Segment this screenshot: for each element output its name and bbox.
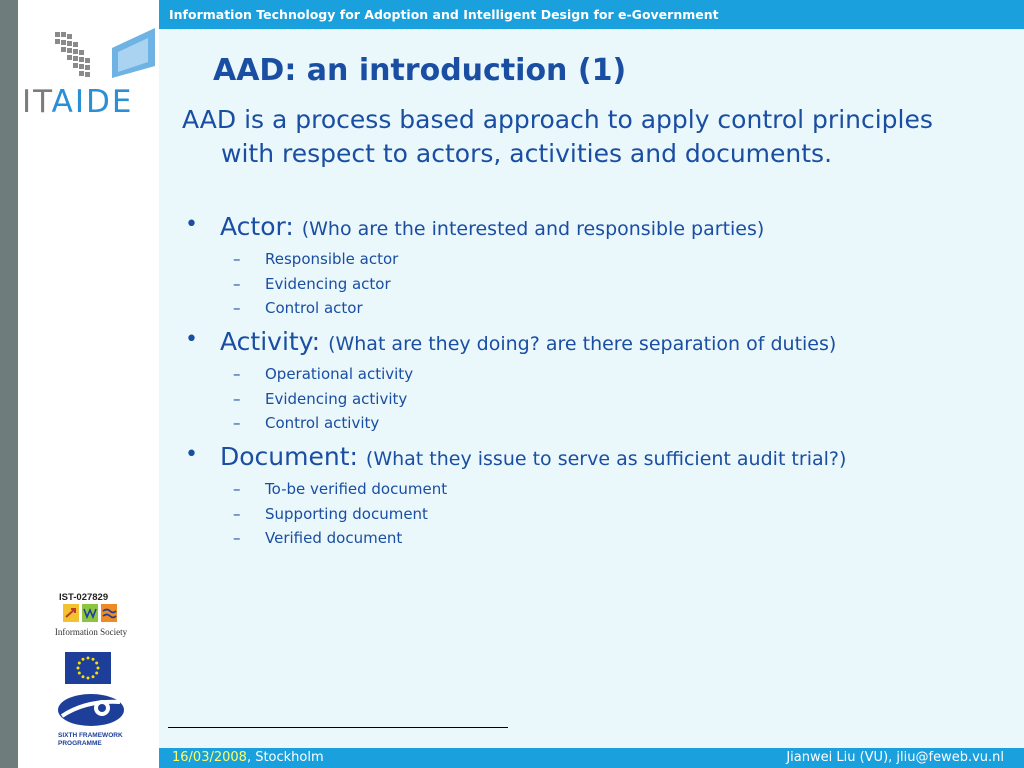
slide-title: AAD: an introduction (1) bbox=[213, 53, 627, 88]
ist-label: Information Society bbox=[54, 627, 128, 637]
bullet-dot: • bbox=[185, 212, 198, 237]
footnote-divider bbox=[168, 727, 508, 728]
logo-it: IT bbox=[22, 84, 52, 120]
fp6-line1: SIXTH FRAMEWORK bbox=[58, 732, 123, 739]
ist-code: IST-027829 bbox=[59, 592, 109, 603]
bullet-dot: • bbox=[185, 327, 198, 352]
itaide-wordmark bbox=[22, 84, 133, 120]
sixth-framework-logo bbox=[56, 688, 126, 748]
bullet-label bbox=[220, 442, 846, 471]
bullet-note: (Who are the interested and responsible parties) bbox=[301, 218, 765, 240]
logo-aide: AIDE bbox=[51, 84, 134, 120]
bullet-title: Activity: bbox=[220, 327, 321, 356]
footer-author: Jianwei Liu (VU), jliu@feweb.vu.nl bbox=[786, 750, 1004, 765]
intro-paragraph: AAD is a process based approach to apply control principles with respect to actors, activities and documents. bbox=[182, 105, 933, 168]
header-title: Information Technology for Adoption and Intelligent Design for e-Government bbox=[169, 7, 719, 22]
bullet-note: (What they issue to serve as sufficient audit trial?) bbox=[365, 448, 847, 470]
bullet-title: Actor: bbox=[220, 212, 294, 241]
itaide-logo bbox=[20, 26, 160, 126]
footer-date-location bbox=[172, 748, 324, 768]
left-decorative-strip bbox=[0, 0, 18, 768]
eu-stars-icon bbox=[65, 652, 111, 684]
fp6-text bbox=[58, 732, 123, 748]
ist-logo bbox=[50, 592, 132, 642]
header-bar bbox=[159, 0, 1024, 29]
bullet-label bbox=[220, 327, 836, 356]
bullet-label bbox=[220, 212, 764, 241]
information-society-icon bbox=[63, 604, 119, 624]
eu-flag-icon bbox=[65, 652, 111, 684]
fp6-emblem-icon bbox=[56, 688, 126, 732]
footer-bar bbox=[159, 748, 1024, 768]
bullet-title: Document: bbox=[220, 442, 358, 471]
footer-location: , Stockholm bbox=[246, 750, 324, 765]
bullet-dot: • bbox=[185, 442, 198, 467]
footer-date: 16/03/2008 bbox=[172, 750, 247, 765]
bullet-note: (What are they doing? are there separation of duties) bbox=[328, 333, 837, 355]
fp6-line2: PROGRAMME bbox=[58, 740, 102, 747]
itaide-logo-graphic bbox=[50, 26, 170, 86]
